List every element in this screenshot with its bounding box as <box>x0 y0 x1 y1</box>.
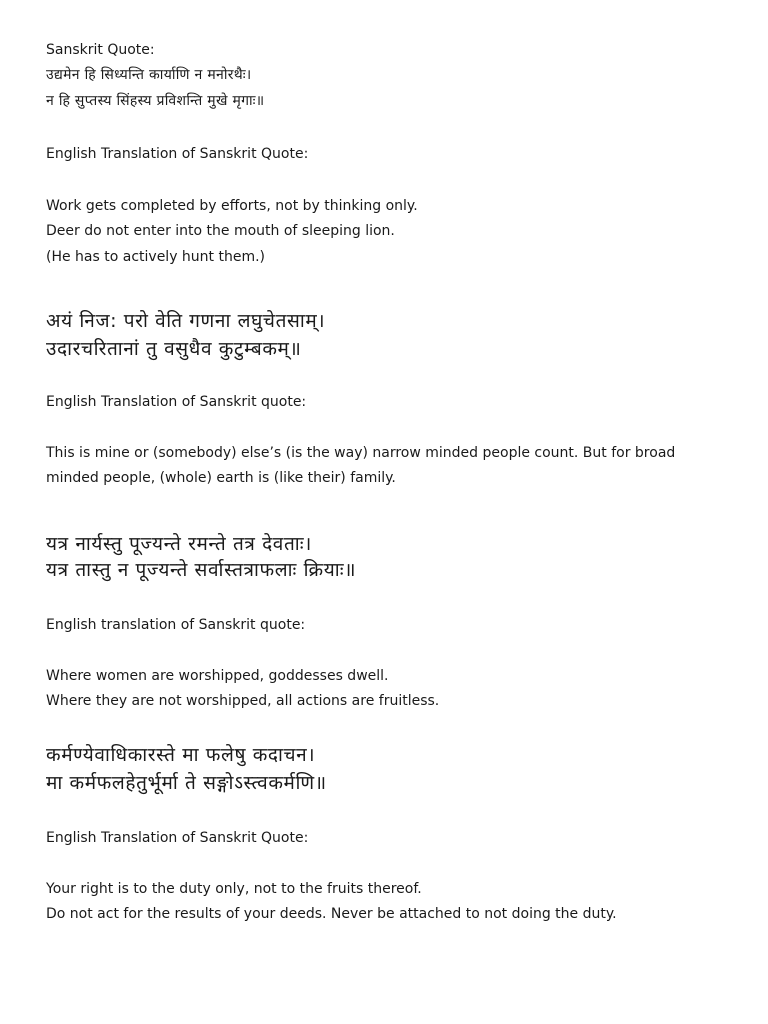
translation-1-line-3: (He has to actively hunt them.) <box>46 249 266 265</box>
translation-1-line-1: Work gets completed by efforts, not by thinking only. <box>46 198 418 214</box>
translation-label-4: English Translation of Sanskrit Quote: <box>46 830 309 846</box>
translation-label-1: English Translation of Sanskrit Quote: <box>46 146 309 162</box>
translation-label-3: English translation of Sanskrit quote: <box>46 617 306 633</box>
translation-3-line-2: Where they are not worshipped, all actions are fruitless. <box>46 693 440 709</box>
sanskrit-quote-2-line-1: अयं निज: परो वेति गणना लघुचेतसाम्। <box>46 310 326 332</box>
sanskrit-quote-label: Sanskrit Quote: <box>46 42 155 58</box>
sanskrit-quote-4-line-2: मा कर्मफलहेतुर्भूर्मा ते सङ्गोऽस्त्वकर्मणि॥ <box>46 772 327 794</box>
sanskrit-quote-4-line-1: कर्मण्येवाधिकारस्ते मा फलेषु कदाचन। <box>46 744 316 766</box>
translation-label-2: English Translation of Sanskrit quote: <box>46 394 307 410</box>
translation-4-line-1: Your right is to the duty only, not to the fruits thereof. <box>46 881 422 897</box>
sanskrit-quote-1-line-2: न हि सुप्तस्य सिंहस्य प्रविशन्ति मुखे मृगाः॥ <box>46 93 265 109</box>
translation-2-text: This is mine or (somebody) else’s (is the way) narrow minded people count. But for broad minded people, (whole) earth is (like their) family. <box>46 445 676 486</box>
translation-1-line-2: Deer do not enter into the mouth of sleeping lion. <box>46 223 395 239</box>
sanskrit-quote-2-line-2: उदारचरितानां तु वसुधैव कुटुम्बकम्॥ <box>46 338 302 360</box>
translation-4-line-2: Do not act for the results of your deeds. Never be attached to not doing the duty. <box>46 906 617 922</box>
translation-3-line-1: Where women are worshipped, goddesses dwell. <box>46 668 389 684</box>
sanskrit-quote-3-line-1: यत्र नार्यस्तु पूज्यन्ते रमन्ते तत्र देवताः। <box>46 533 312 555</box>
sanskrit-quote-1-line-1: उद्यमेन हि सिध्यन्ति कार्याणि न मनोरथैः। <box>46 67 252 83</box>
sanskrit-quote-3-line-2: यत्र तास्तु न पूज्यन्ते सर्वास्तत्राफलाः क्रियाः॥ <box>46 559 357 581</box>
